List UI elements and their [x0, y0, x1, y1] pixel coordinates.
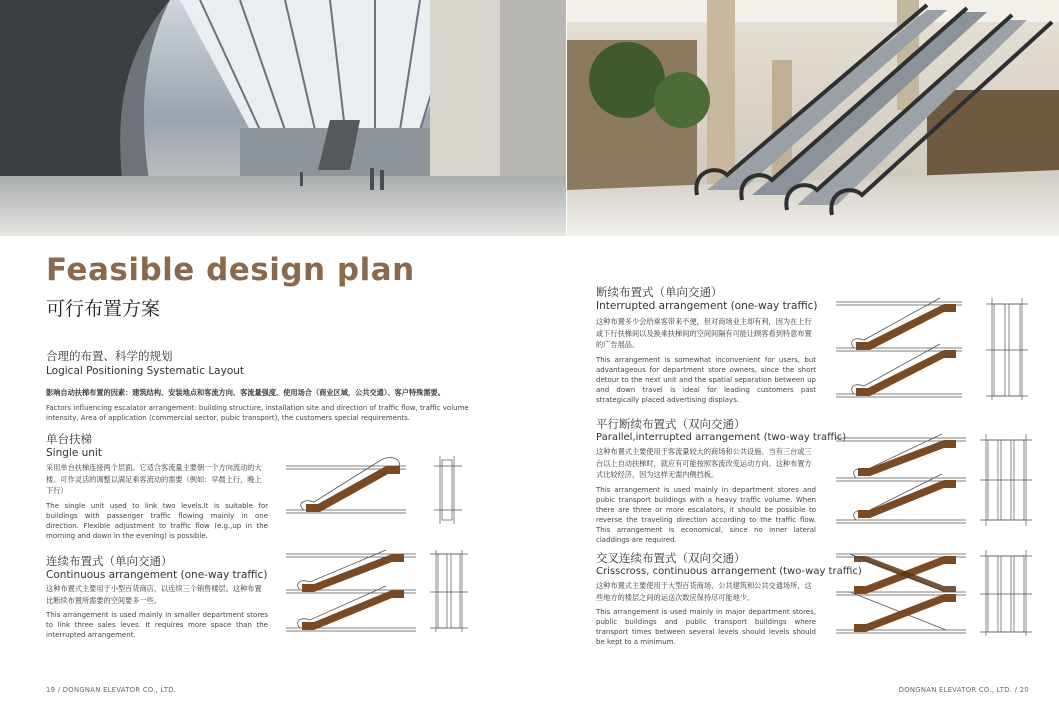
intro-factors-cn: 影响自动扶梯布置的因素：建筑结构、安装地点和客流方向、客流量强度、使用场合（商业区域，公共交通）、客户特殊需要。 [46, 388, 445, 397]
parallel-body-cn: 这种布置式主要使用于客流量较大的商场和公共设施。当有三台或三台以上自动扶梯时，就应有可能按照客流改变运动方向。这种布置方式比较经济，因为这样无需内侧挡板。 [596, 447, 812, 479]
continuous-body-en: This arrangement is used mainly in smaller department stores to link three sales leves. It requires more space than the interrupted arrangement. [46, 611, 268, 639]
interrupted-body-cn: 这种布置多少会给乘客带来不便，但对商场业主却有利，因为在上行或下行扶梯间以及换乘扶梯间的空间间隔有可能让顾客看到特意布置的广告展品。 [596, 317, 812, 349]
continuous-title-en: Continuous arrangement (one-way traffic) [46, 569, 268, 581]
mall-escalator-photo [567, 0, 1059, 236]
interrupted-title-en: Interrupted arrangement (one-way traffic) [596, 300, 818, 312]
single-body-en: The single unit used to link two levels.It is suitable for buildings with passenger traffic flowing mainly in one direction. Flexible adjustment to traffic flow (e.g.,up in the morning and down in the evening) is possible. [46, 501, 268, 540]
single-unit-diagram [286, 452, 476, 528]
crisscross-block [596, 550, 862, 647]
continuous-title-cn: 连续布置式（单向交通） [46, 554, 173, 568]
continuous-body-cn: 这种布置式主要用于小型百货商店，以连续三个销售楼层。这种布置比断续布置所需要的空间要多一些。 [46, 584, 262, 605]
airport-hall-photo [0, 0, 566, 236]
intro-factors-en: Factors influencing escalator arrangement: building structure, installation site and direction of traffic flow, traffic volume intensity, Area of application (commercial sector, pubic transport), the customers special requirements. [46, 403, 469, 422]
page-subtitle-cn: 可行布置方案 [46, 298, 161, 320]
interrupted-body-en: This arrangement is somewhat inconvenient for users, but advantageous for department store owners, since the short detour to the next unit and the spatial separation between up and down travel is ideal for leading customers past strategically placed advertising displays. [596, 355, 816, 404]
intro-block [46, 348, 486, 423]
interrupted-title-cn: 断续布置式（单向交通） [596, 285, 723, 299]
crisscross-body-en: This arrangement is used mainly in major department stores, public buildings and public transport buildings where transport times between several levels should levels should be kept to a minimum. [596, 608, 816, 646]
continuous-block [46, 553, 268, 640]
continuous-diagram [286, 548, 476, 634]
single-body-cn: 采用单台扶梯连接两个层面。它适合客流量主要朝一个方向流动的大楼。可作灵活的调整以满足乘客流动的需要（例如：早晨上行，晚上下行） [46, 463, 262, 495]
single-title-en: Single unit [46, 447, 102, 459]
page-title: Feasible design plan [46, 252, 415, 288]
parallel-title-en: Parallel,interrupted arrangement (two-way traffic) [596, 432, 847, 443]
intro-heading-en: Logical Positioning Systematic Layout [46, 365, 245, 377]
parallel-block [596, 416, 847, 545]
parallel-title-cn: 平行断续布置式（双向交通） [596, 417, 746, 431]
single-unit-block [46, 431, 268, 541]
crisscross-title-en: Crisscross, continuous arrangement (two-way traffic) [596, 566, 862, 577]
footer-left: 19 / DONGNAN ELEVATOR CO., LTD. [46, 686, 177, 694]
parallel-diagram [836, 432, 1036, 528]
interrupted-diagram [836, 294, 1036, 402]
parallel-body-en: This arrangement is used mainly in department stores and pubic transport buildings with a heavy traffic volume. When there are three or more escalators, it should be possible to reverse the traveling direction according to the traffic flow. This arrangement is economical, since no inner lateral claddings are required. [596, 485, 816, 544]
footer-right: DONGNAN ELEVATOR CO., LTD. / 20 [898, 686, 1029, 694]
single-title-cn: 单台扶梯 [46, 432, 92, 446]
crisscross-diagram [836, 548, 1036, 638]
intro-heading-cn: 合理的布置、科学的规划 [46, 349, 173, 363]
interrupted-block [596, 284, 816, 405]
crisscross-body-cn: 这种布置式主要使用于大型百货商场、公共建筑和公共交通场所，这些地方的楼层之间的运送次数应保持尽可能地少。 [596, 581, 812, 602]
crisscross-title-cn: 交叉连续布置式（双向交通） [596, 551, 746, 565]
